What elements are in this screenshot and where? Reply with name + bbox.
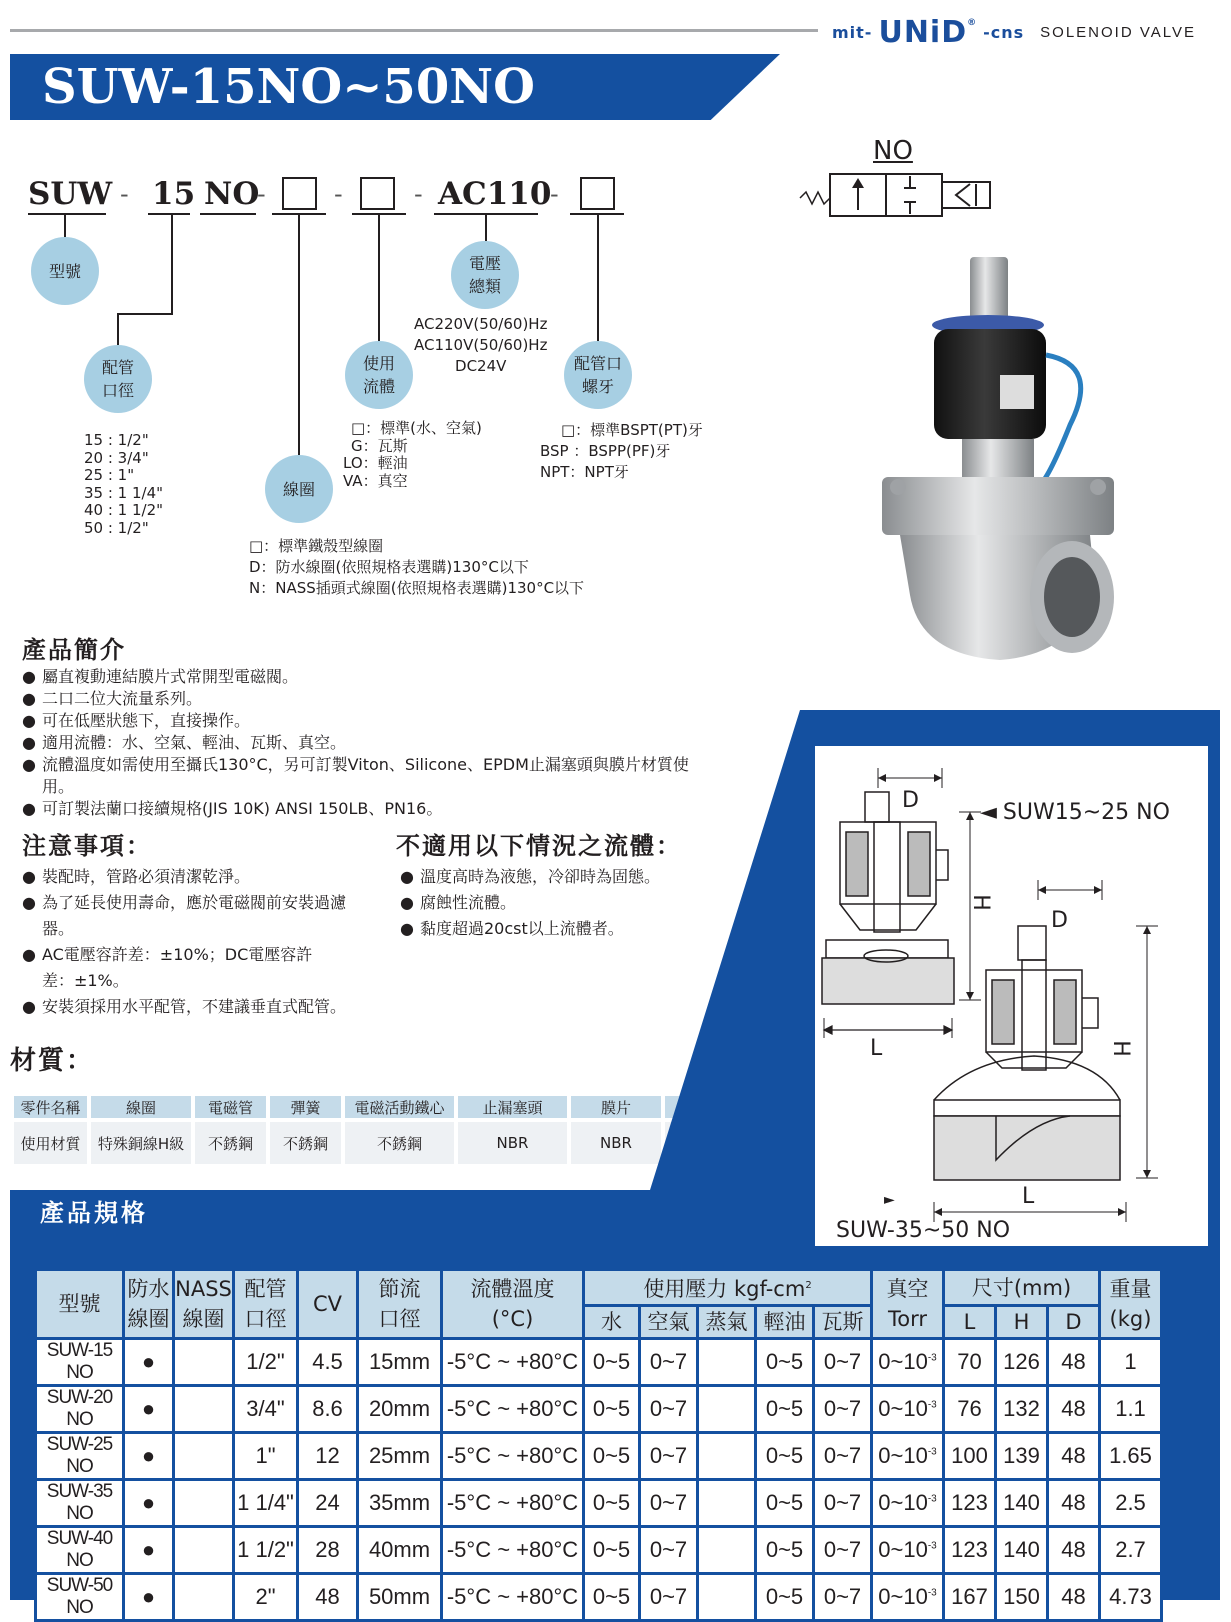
cell-D: 48 [1048, 1480, 1100, 1527]
cell-nass [174, 1386, 234, 1433]
cell-port: 2" [234, 1574, 298, 1621]
code-dash: - [334, 180, 343, 208]
cell-D: 48 [1048, 1386, 1100, 1433]
cell-water: 0~5 [584, 1480, 640, 1527]
cell-nass [174, 1433, 234, 1480]
connector-voltage [485, 215, 487, 241]
list-item: 35 : 1 1/4" [84, 483, 164, 502]
list-item: N：NASS插頭式線圈(依照規格表選購)130°C以下 [249, 579, 585, 597]
connector-size [171, 215, 173, 315]
list-item: 25 : 1" [84, 466, 135, 484]
dim-l-large: L [1022, 1184, 1035, 1209]
unsuitable-list [400, 864, 740, 942]
connector-model [64, 215, 66, 237]
cell-vac: $0\sim 10^{-3}$ [872, 1386, 944, 1433]
valve-photo-icon [870, 255, 1120, 665]
code-dash: - [257, 180, 266, 208]
list-item: ● 流體溫度如需使用至攝氏130°C，另可訂製Viton、Silicone、EPDM止漏塞頭與膜片材質使用。 [22, 755, 689, 796]
valve-symbol-icon [798, 170, 998, 220]
code-voltage: AC110 [438, 176, 552, 212]
code-box-fluid [360, 177, 395, 210]
cell-wp: ● [124, 1339, 174, 1386]
cell-oil: 0~5 [756, 1339, 814, 1386]
label-port-size: 配管 口徑 [84, 345, 152, 413]
cell-vac: $0\sim 10^{-3}$ [872, 1433, 944, 1480]
cell-gas: 0~7 [814, 1480, 872, 1527]
cell-port: 1 1/2" [234, 1527, 298, 1574]
cell-cv: 28 [298, 1527, 358, 1574]
cell-oil: 0~5 [756, 1527, 814, 1574]
cell-cv: 4.5 [298, 1339, 358, 1386]
cell-nass [174, 1480, 234, 1527]
code-box-thread [580, 177, 615, 210]
table-header-row: 型號 防水 線圈 NASS 線圈 配管 口徑 CV 節流 口徑 流體溫度 (°C) 使用壓力 kgf-$cm^2$ 真空 Torr 尺寸(mm) 重量 (kg) [36, 1270, 1162, 1306]
list-item: ● 溫度高時為液態，冷卻時為固態。 [400, 867, 660, 886]
table-row [36, 1480, 1162, 1527]
cell-vac: $0\sim 10^{-3}$ [872, 1574, 944, 1621]
label-model: 型號 [31, 237, 99, 305]
materials-heading: 材質： [10, 1046, 95, 1076]
list-item: ● AC電壓容許差：±10%；DC電壓容許差：±1%。 [22, 945, 313, 990]
voltage-list [414, 314, 547, 377]
list-item: ● 安裝須採用水平配管，不建議垂直式配管。 [22, 997, 346, 1016]
cell-D: 48 [1048, 1339, 1100, 1386]
cell-orifice: 15mm [358, 1339, 442, 1386]
cell-gas: 0~7 [814, 1386, 872, 1433]
list-item: VA：真空 [343, 471, 408, 490]
list-item: □：標準鐵殼型線圈 [249, 537, 384, 555]
cell-temp: -5°C ~ +80°C [442, 1339, 584, 1386]
dim-d-large: D [1051, 908, 1068, 933]
cell-temp: -5°C ~ +80°C [442, 1433, 584, 1480]
cell-kg: 4.73 [1100, 1574, 1162, 1621]
cell-H: 139 [996, 1433, 1048, 1480]
code-type: NO [204, 176, 260, 212]
cell-steam [698, 1433, 756, 1480]
list-item: ● 可訂製法蘭口接續規格(JIS 10K) ANSI 150LB、PN16。 [22, 799, 443, 818]
cell-model: SUW-50 NO [36, 1574, 124, 1621]
brand-prefix: mit- [832, 22, 873, 42]
list-item: ● 二口二位大流量系列。 [22, 689, 202, 708]
cell-air: 0~7 [640, 1574, 698, 1621]
cell-water: 0~5 [584, 1574, 640, 1621]
coil-list [249, 536, 584, 599]
cell-D: 48 [1048, 1527, 1100, 1574]
cell-kg: 1.1 [1100, 1386, 1162, 1433]
cell-model: SUW-20 NO [36, 1386, 124, 1433]
dim-d-small: D [902, 788, 919, 813]
cell-wp: ● [124, 1527, 174, 1574]
cell-air: 0~7 [640, 1433, 698, 1480]
cell-L: 123 [944, 1527, 996, 1574]
cell-air: 0~7 [640, 1527, 698, 1574]
list-item: BSP ：BSPP(PF)牙 [540, 442, 671, 460]
list-item: AC220V(50/60)Hz [414, 315, 548, 333]
dim-d-small-arrow-icon [870, 768, 950, 788]
cell-vac: $0\sim 10^{-3}$ [872, 1480, 944, 1527]
dim-d-large-arrow-icon [1030, 880, 1110, 900]
cell-cv: 12 [298, 1433, 358, 1480]
large-valve-diagram-icon [930, 920, 1130, 1210]
unsuitable-heading: 不適用以下情況之流體： [396, 832, 682, 860]
cell-vac: $0\sim 10^{-3}$ [872, 1339, 944, 1386]
cell-H: 126 [996, 1339, 1048, 1386]
list-item: ● 可在低壓狀態下，直接操作。 [22, 711, 250, 730]
cell-gas: 0~7 [814, 1527, 872, 1574]
cell-nass [174, 1527, 234, 1574]
code-size: 15 [152, 176, 196, 212]
cell-water: 0~5 [584, 1527, 640, 1574]
list-item: 50 : 1/2" [84, 518, 149, 537]
list-item: ● 屬直複動連結膜片式常開型電磁閥。 [22, 667, 298, 686]
cell-oil: 0~5 [756, 1433, 814, 1480]
notes-list [22, 864, 362, 1020]
label-thread: 配管口 螺牙 [564, 341, 632, 409]
cell-L: 100 [944, 1433, 996, 1480]
list-item: ● 腐蝕性流體。 [400, 893, 516, 912]
label-coil: 線圈 [265, 455, 333, 523]
cell-model: SUW-25 NO [36, 1433, 124, 1480]
cell-gas: 0~7 [814, 1433, 872, 1480]
cell-oil: 0~5 [756, 1574, 814, 1621]
intro-heading: 產品簡介 [22, 636, 126, 664]
connector-coil [298, 215, 300, 455]
table-row [36, 1339, 1162, 1386]
cell-oil: 0~5 [756, 1480, 814, 1527]
page-title: SUW-15NO~50NO [42, 59, 535, 115]
label-voltage: 電壓 總類 [451, 241, 519, 309]
port-size-list [84, 432, 163, 537]
header-rule [10, 29, 818, 32]
code-dash: - [414, 180, 423, 208]
cell-H: 150 [996, 1574, 1048, 1621]
cell-kg: 2.7 [1100, 1527, 1162, 1574]
cell-steam [698, 1386, 756, 1433]
code-underline-series [28, 213, 106, 215]
cell-nass [174, 1339, 234, 1386]
thread-list [540, 420, 703, 483]
cell-steam [698, 1339, 756, 1386]
fluid-list [343, 420, 482, 490]
cell-D: 48 [1048, 1574, 1100, 1621]
brand-subtitle: SOLENOID VALVE [1040, 23, 1196, 41]
list-item: 15 : 1/2" [84, 431, 149, 449]
cell-orifice: 40mm [358, 1527, 442, 1574]
cell-orifice: 50mm [358, 1574, 442, 1621]
dim-l-small: L [870, 1036, 883, 1061]
cell-temp: -5°C ~ +80°C [442, 1480, 584, 1527]
dim-h-large: H [1107, 1040, 1133, 1057]
list-item: D：防水線圈(依照規格表選購)130°C以下 [249, 558, 529, 576]
cell-D: 48 [1048, 1433, 1100, 1480]
connector-size-h [117, 313, 173, 315]
list-item: G：瓦斯 [351, 436, 408, 455]
cell-steam [698, 1574, 756, 1621]
cell-wp: ● [124, 1480, 174, 1527]
list-item: NPT：NPT牙 [540, 463, 629, 481]
dim-h-large-arrow-icon [1132, 922, 1162, 1182]
list-item: ● 適用流體：水、空氣、輕油、瓦斯、真空。 [22, 733, 346, 752]
code-dash: - [550, 180, 559, 208]
cell-port: 1 1/4" [234, 1480, 298, 1527]
list-item: ● 為了延長使用壽命，應於電磁閥前安裝過濾器。 [22, 893, 346, 938]
cell-steam [698, 1527, 756, 1574]
list-item: 20 : 3/4" [84, 448, 149, 467]
cell-orifice: 35mm [358, 1480, 442, 1527]
notes-heading: 注意事項： [22, 832, 152, 860]
spec-table-body [36, 1339, 1162, 1621]
code-underline-size [148, 213, 190, 215]
cell-temp: -5°C ~ +80°C [442, 1527, 584, 1574]
cell-port: 1" [234, 1433, 298, 1480]
code-series: SUW [28, 176, 113, 212]
cell-kg: 1.65 [1100, 1433, 1162, 1480]
brand-logo [832, 12, 1196, 52]
list-item: ● 黏度超過20cst以上流體者。 [400, 919, 624, 938]
brand-registered: ® [967, 18, 978, 28]
list-item: □：標準BSPT(PT)牙 [561, 421, 703, 439]
materials-table [10, 1096, 726, 1164]
connector-thread [597, 215, 599, 341]
cell-kg: 2.5 [1100, 1480, 1162, 1527]
list-item: AC110V(50/60)Hz [414, 336, 548, 354]
cell-L: 123 [944, 1480, 996, 1527]
cell-model: SUW-35 NO [36, 1480, 124, 1527]
list-item: LO：輕油 [343, 454, 408, 472]
spec-heading: 產品規格 [40, 1199, 148, 1227]
cell-L: 167 [944, 1574, 996, 1621]
cell-water: 0~5 [584, 1386, 640, 1433]
list-item: DC24V [455, 357, 507, 375]
cell-model: SUW-15 NO [36, 1339, 124, 1386]
list-item: □：標準(水、空氣) [351, 419, 482, 437]
cell-temp: -5°C ~ +80°C [442, 1574, 584, 1621]
intro-list [22, 666, 722, 820]
label-fluid: 使用 流體 [345, 341, 413, 409]
cell-wp: ● [124, 1433, 174, 1480]
large-diagram-caption: SUW-35~50 NO [836, 1218, 1011, 1243]
list-item: 40 : 1 1/2" [84, 501, 164, 519]
table-row [36, 1433, 1162, 1480]
cell-gas: 0~7 [814, 1339, 872, 1386]
code-underline-type [200, 213, 256, 215]
connector-fluid [378, 215, 380, 341]
cell-L: 70 [944, 1339, 996, 1386]
cell-orifice: 20mm [358, 1386, 442, 1433]
list-item: ● 裝配時，管路必須清潔乾淨。 [22, 867, 250, 886]
cell-oil: 0~5 [756, 1386, 814, 1433]
symbol-label: NO [873, 136, 913, 166]
cell-gas: 0~7 [814, 1574, 872, 1621]
cell-air: 0~7 [640, 1480, 698, 1527]
cell-cv: 24 [298, 1480, 358, 1527]
cell-cv: 48 [298, 1574, 358, 1621]
brand-suffix: -cns [983, 22, 1025, 42]
cell-nass [174, 1574, 234, 1621]
code-box-coil [282, 177, 317, 210]
table-header-row: 水 空氣 蒸氣 輕油 瓦斯 L H D [36, 1306, 1162, 1339]
spec-table [34, 1268, 1163, 1622]
table-row [36, 1527, 1162, 1574]
cell-H: 140 [996, 1480, 1048, 1527]
brand-name: UNiD [878, 14, 968, 50]
small-diagram-caption: ◄ SUW15~25 NO [980, 800, 1170, 825]
cell-wp: ● [124, 1386, 174, 1433]
cell-air: 0~7 [640, 1339, 698, 1386]
code-dash: - [120, 180, 129, 208]
table-row: 使用材質 特殊銅線H級 不銹鋼 不銹鋼 不銹鋼 NBR NBR [14, 1122, 722, 1164]
caption-arrow-icon: ► [884, 1192, 895, 1208]
cell-orifice: 25mm [358, 1433, 442, 1480]
connector-size-v [117, 313, 119, 345]
cell-kg: 1 [1100, 1339, 1162, 1386]
cell-model: SUW-40 NO [36, 1527, 124, 1574]
cell-water: 0~5 [584, 1339, 640, 1386]
table-row [36, 1574, 1162, 1621]
cell-water: 0~5 [584, 1433, 640, 1480]
cell-port: 3/4" [234, 1386, 298, 1433]
cell-port: 1/2" [234, 1339, 298, 1386]
cell-temp: -5°C ~ +80°C [442, 1386, 584, 1433]
dim-h-small: H [967, 894, 993, 911]
cell-air: 0~7 [640, 1386, 698, 1433]
cell-L: 76 [944, 1386, 996, 1433]
cell-H: 132 [996, 1386, 1048, 1433]
table-row: 零件名稱 線圈 電磁管 彈簧 電磁活動鐵心 止漏塞頭 膜片 [14, 1096, 722, 1118]
cell-H: 140 [996, 1527, 1048, 1574]
cell-cv: 8.6 [298, 1386, 358, 1433]
table-row [36, 1386, 1162, 1433]
cell-steam [698, 1480, 756, 1527]
cell-vac: $0\sim 10^{-3}$ [872, 1527, 944, 1574]
cell-wp: ● [124, 1574, 174, 1621]
